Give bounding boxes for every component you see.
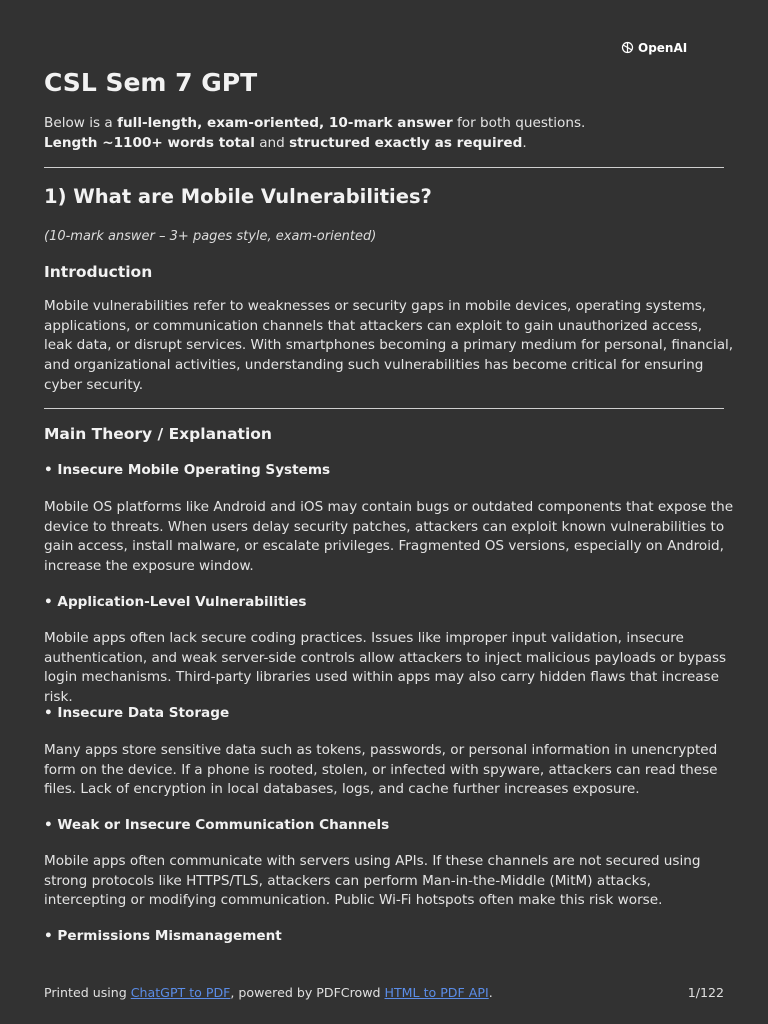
section-heading: 1) What are Mobile Vulnerabilities? bbox=[44, 185, 432, 208]
introduction-heading: Introduction bbox=[44, 263, 153, 281]
intro-text: Below is a bbox=[44, 115, 118, 131]
divider bbox=[44, 408, 724, 409]
introduction-paragraph: Mobile vulnerabilities refer to weaknesses or security gaps in mobile devices, operating systems, applications, or communication channels that attackers can exploit to gain unauthorized access, leak data, or disrupt services. With smartphones becoming a primary medium for personal, financial, and organizational activities, understanding such vulnerabilities has become critical for ensuring cyber security. bbox=[44, 298, 734, 393]
intro-text: . bbox=[522, 134, 527, 151]
footer-text: Printed using bbox=[44, 985, 131, 1000]
page-footer bbox=[44, 985, 724, 1000]
chatgpt-to-pdf-link[interactable]: ChatGPT to PDF bbox=[130, 985, 231, 1000]
point-paragraph: Mobile OS platforms like Android and iOS may contain bugs or outdated components that expose the device to threats. When users delay security patches, attackers can exploit known vulnerabilities to gain access, install malware, or escalate privileges. Fragmented OS versions, especially on Android, increase the exposure window. bbox=[44, 499, 734, 575]
point-title: • Insecure Mobile Operating Systems bbox=[44, 462, 331, 478]
point-paragraph: Many apps store sensitive data such as tokens, passwords, or personal information in unencrypted form on the device. If a phone is rooted, stolen, or infected with spyware, attackers can read these files. Lack of encryption in local databases, logs, and cache further increases exposure. bbox=[44, 742, 718, 798]
point-paragraph: Mobile apps often communicate with servers using APIs. If these channels are not secured using strong protocols like HTTPS/TLS, attackers can perform Man-in-the-Middle (MitM) attacks, intercepting or modifying communication. Public Wi-Fi hotspots often make this risk worse. bbox=[44, 853, 701, 909]
document-title: CSL Sem 7 GPT bbox=[44, 68, 258, 97]
footer-text: . bbox=[488, 985, 493, 1000]
footer-credit bbox=[44, 985, 493, 1000]
intro-bold: full-length, exam-oriented, 10-mark answer bbox=[117, 115, 453, 131]
section-note: (10-mark answer – 3+ pages style, exam-oriented) bbox=[44, 229, 377, 244]
intro-text: for both questions. bbox=[452, 115, 586, 131]
intro-paragraph bbox=[44, 114, 734, 153]
divider bbox=[44, 167, 724, 168]
footer-text: , powered by PDFCrowd bbox=[230, 985, 385, 1000]
intro-bold: structured exactly as required bbox=[289, 134, 523, 151]
point-title: • Permissions Mismanagement bbox=[44, 928, 282, 944]
openai-logo-text: OpenAI bbox=[638, 40, 688, 55]
point-title: • Application-Level Vulnerabilities bbox=[44, 594, 307, 610]
intro-bold: Length ~1100+ words total bbox=[44, 134, 255, 151]
theory-heading: Main Theory / Explanation bbox=[44, 425, 272, 443]
intro-text: and bbox=[254, 134, 290, 151]
html-to-pdf-api-link[interactable]: HTML to PDF API bbox=[384, 985, 489, 1000]
point-paragraph: Mobile apps often lack secure coding practices. Issues like improper input validation, insecure authentication, and weak server-side controls allow attackers to inject malicious payloads or bypass login mechanisms. Third-party libraries used within apps may also carry hidden flaws that increase risk. bbox=[44, 630, 727, 706]
point-title: • Weak or Insecure Communication Channels bbox=[44, 817, 390, 833]
page-number: 1/122 bbox=[687, 985, 724, 1000]
point-title: • Insecure Data Storage bbox=[44, 705, 230, 721]
openai-logo-icon bbox=[620, 40, 635, 55]
openai-logo bbox=[620, 40, 687, 55]
